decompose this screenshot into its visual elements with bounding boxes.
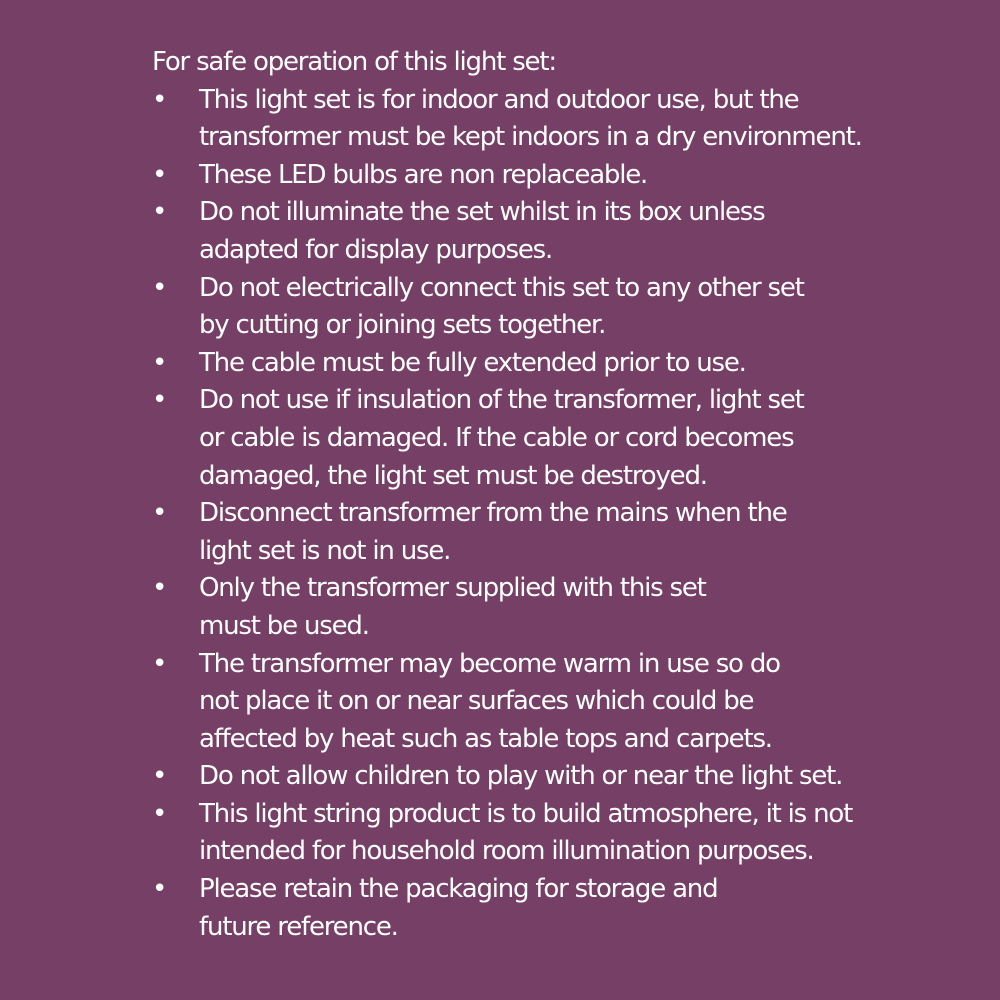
list-item xyxy=(152,570,952,645)
list-item-line: not place it on or near surfaces which could be xyxy=(199,686,754,717)
list-item-line: future reference. xyxy=(199,911,398,942)
list-item xyxy=(152,382,952,495)
bullet-icon: • xyxy=(152,197,167,228)
list-item-line: affected by heat such as table tops and carpets. xyxy=(199,723,772,754)
list-item xyxy=(152,871,952,946)
bullet-icon: • xyxy=(152,874,167,905)
list-item-line: The transformer may become warm in use so do xyxy=(199,648,780,679)
list-item-line: Do not electrically connect this set to any other set xyxy=(199,272,804,303)
list-item xyxy=(152,194,952,269)
list-item xyxy=(152,157,952,195)
list-item xyxy=(152,758,952,796)
bullet-icon: • xyxy=(152,761,167,792)
list-item-line: adapted for display purposes. xyxy=(199,234,553,265)
list-item xyxy=(152,495,952,570)
list-item xyxy=(152,796,952,871)
list-item-line: by cutting or joining sets together. xyxy=(199,310,606,341)
bullet-icon: • xyxy=(152,347,167,378)
list-item-line: These LED bulbs are non replaceable. xyxy=(199,159,648,190)
list-item-line: light set is not in use. xyxy=(199,535,451,566)
safety-heading: For safe operation of this light set: xyxy=(152,47,556,77)
list-item-line: The cable must be fully extended prior to use. xyxy=(199,347,746,378)
list-item-line: Do not use if insulation of the transformer, light set xyxy=(199,385,804,416)
bullet-icon: • xyxy=(152,385,167,416)
safety-list xyxy=(152,82,952,947)
bullet-icon: • xyxy=(152,498,167,529)
list-item-line: must be used. xyxy=(199,610,369,641)
list-item-line: or cable is damaged. If the cable or cord becomes xyxy=(199,422,794,453)
list-item xyxy=(152,646,952,759)
list-item-line: Do not allow children to play with or near the light set. xyxy=(199,761,843,792)
list-item-line: This light set is for indoor and outdoor use, but the xyxy=(199,84,799,115)
bullet-icon: • xyxy=(152,159,167,190)
bullet-icon: • xyxy=(152,648,167,679)
list-item-line: transformer must be kept indoors in a dry environment. xyxy=(199,122,862,153)
bullet-icon: • xyxy=(152,573,167,604)
list-item-line: Only the transformer supplied with this set xyxy=(199,573,706,604)
safety-instructions-panel xyxy=(152,44,952,946)
bullet-icon: • xyxy=(152,84,167,115)
bullet-icon: • xyxy=(152,798,167,829)
list-item xyxy=(152,345,952,383)
list-item xyxy=(152,270,952,345)
list-item-line: Disconnect transformer from the mains when the xyxy=(199,498,787,529)
list-item-line: damaged, the light set must be destroyed. xyxy=(199,460,707,491)
list-item-line: Please retain the packaging for storage and xyxy=(199,874,718,905)
list-item-line: Do not illuminate the set whilst in its box unless xyxy=(199,197,765,228)
list-item-line: intended for household room illumination purposes. xyxy=(199,836,814,867)
list-item-line: This light string product is to build atmosphere, it is not xyxy=(199,798,853,829)
list-item xyxy=(152,82,952,157)
bullet-icon: • xyxy=(152,272,167,303)
